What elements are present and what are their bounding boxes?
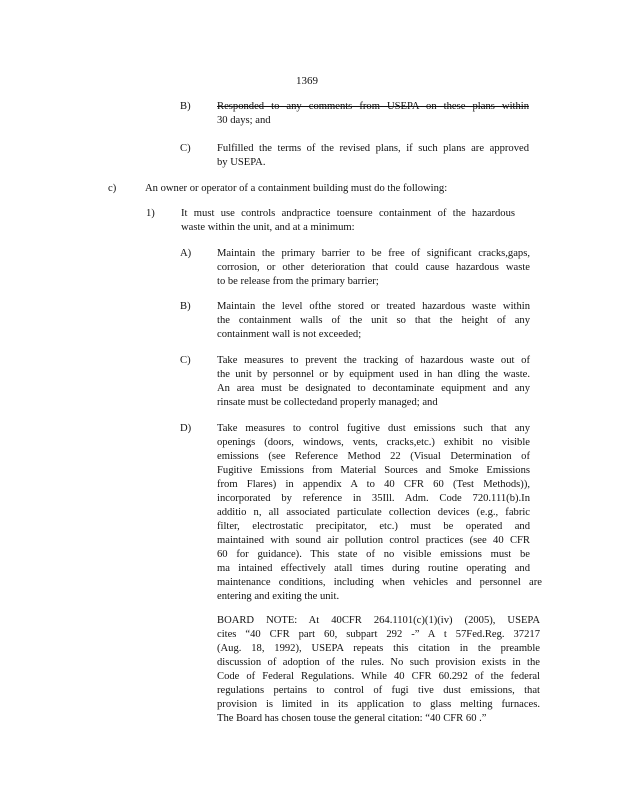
item-line: rinsate must be collectedand properly managed; and	[217, 397, 438, 408]
item-line: incorporated by reference in 35Ill. Adm. Code 720.111(b).In	[217, 493, 530, 504]
item-line: openings (doors, windows, vents, cracks,etc.) exhibit no visible	[217, 437, 530, 448]
board-note-line: regulations pertains to control of fugi tive dust emissions, that	[217, 685, 540, 696]
item-label: c)	[108, 183, 117, 194]
item-line: emissions (see Reference Method 22 (Visual Determination of	[217, 451, 530, 462]
item-line: 30 days; and	[217, 115, 271, 126]
board-note-line: BOARD NOTE: At 40CFR 264.1101(c)(1)(iv) (2005), USEPA	[217, 615, 540, 626]
board-note-line: cites “40 CFR part 60, subpart 292 -” A t 57Fed.Reg. 37217	[217, 629, 540, 640]
item-line: the unit by personnel or by equipment used in han dling the waste.	[217, 369, 530, 380]
item-line: An owner or operator of a containment building must do the following:	[145, 183, 448, 194]
board-note-line: The Board has chosen touse the general citation: “40 CFR 60 .”	[217, 713, 487, 724]
item-label: C)	[180, 355, 191, 366]
item-line: to be release from the primary barrier;	[217, 276, 379, 287]
item-line: Responded to any comments from USEPA on these plans within	[217, 101, 529, 112]
item-line: the containment walls of the unit so that the height of any	[217, 315, 530, 326]
item-line: filter, electrostatic precipitator, etc.) must be operated and	[217, 521, 530, 532]
item-line: additio n, all associated particulate collection devices (e.g., fabric	[217, 507, 530, 518]
item-label: B)	[180, 301, 191, 312]
item-line: It must use controls andpractice toensure containment of the hazardous	[181, 208, 515, 219]
board-note-line: discussion of adoption of the rules. No such provision exists in the	[217, 657, 540, 668]
board-note-line: provision is limited in its application to glass melting furnaces.	[217, 699, 540, 710]
item-line: maintenance conditions, including when vehicles and personnel are	[217, 577, 542, 588]
item-line: Take measures to control fugitive dust emissions such that any	[217, 423, 530, 434]
board-note-line: Code of Federal Regulations. While 40 CFR 60.292 of the federal	[217, 671, 540, 682]
item-line: from Flares) in appendix A to 40 CFR 60 (Test Methods)),	[217, 479, 530, 490]
item-line: by USEPA.	[217, 157, 266, 168]
item-label: D)	[180, 423, 192, 434]
item-label: 1)	[146, 208, 155, 219]
item-line: Fugitive Emissions from Material Sources and Smoke Emissions	[217, 465, 530, 476]
item-label: B)	[180, 101, 191, 112]
item-line: Take measures to prevent the tracking of hazardous waste out of	[217, 355, 530, 366]
item-line: containment wall is not exceeded;	[217, 329, 362, 340]
board-note	[217, 614, 540, 726]
item-line: maintained with sound air pollution control practices (see 40 CFR	[217, 535, 530, 546]
item-line: 60 for guidance). This state of no visible emissions must be	[217, 549, 530, 560]
item-label: C)	[180, 143, 191, 154]
item-label: A)	[180, 248, 192, 259]
item-line: An area must be designated to decontaminate equipment and any	[217, 383, 530, 394]
item-line: entering and exiting the unit.	[217, 591, 340, 602]
item-line: waste within the unit, and at a minimum:	[181, 222, 355, 233]
board-note-line: (Aug. 18, 1992), USEPA repeats this citation in the preamble	[217, 643, 540, 654]
item-line: Maintain the level ofthe stored or treated hazardous waste within	[217, 301, 530, 312]
page-number: 1369	[296, 75, 318, 87]
item-line: Fulfilled the terms of the revised plans, if such plans are approved	[217, 143, 529, 154]
item-line: corrosion, or other deterioration that could cause hazardous waste	[217, 262, 530, 273]
item-line: ma intained effectively atall times during routine operating and	[217, 563, 530, 574]
item-line: Maintain the primary barrier to be free of significant cracks,gaps,	[217, 248, 530, 259]
